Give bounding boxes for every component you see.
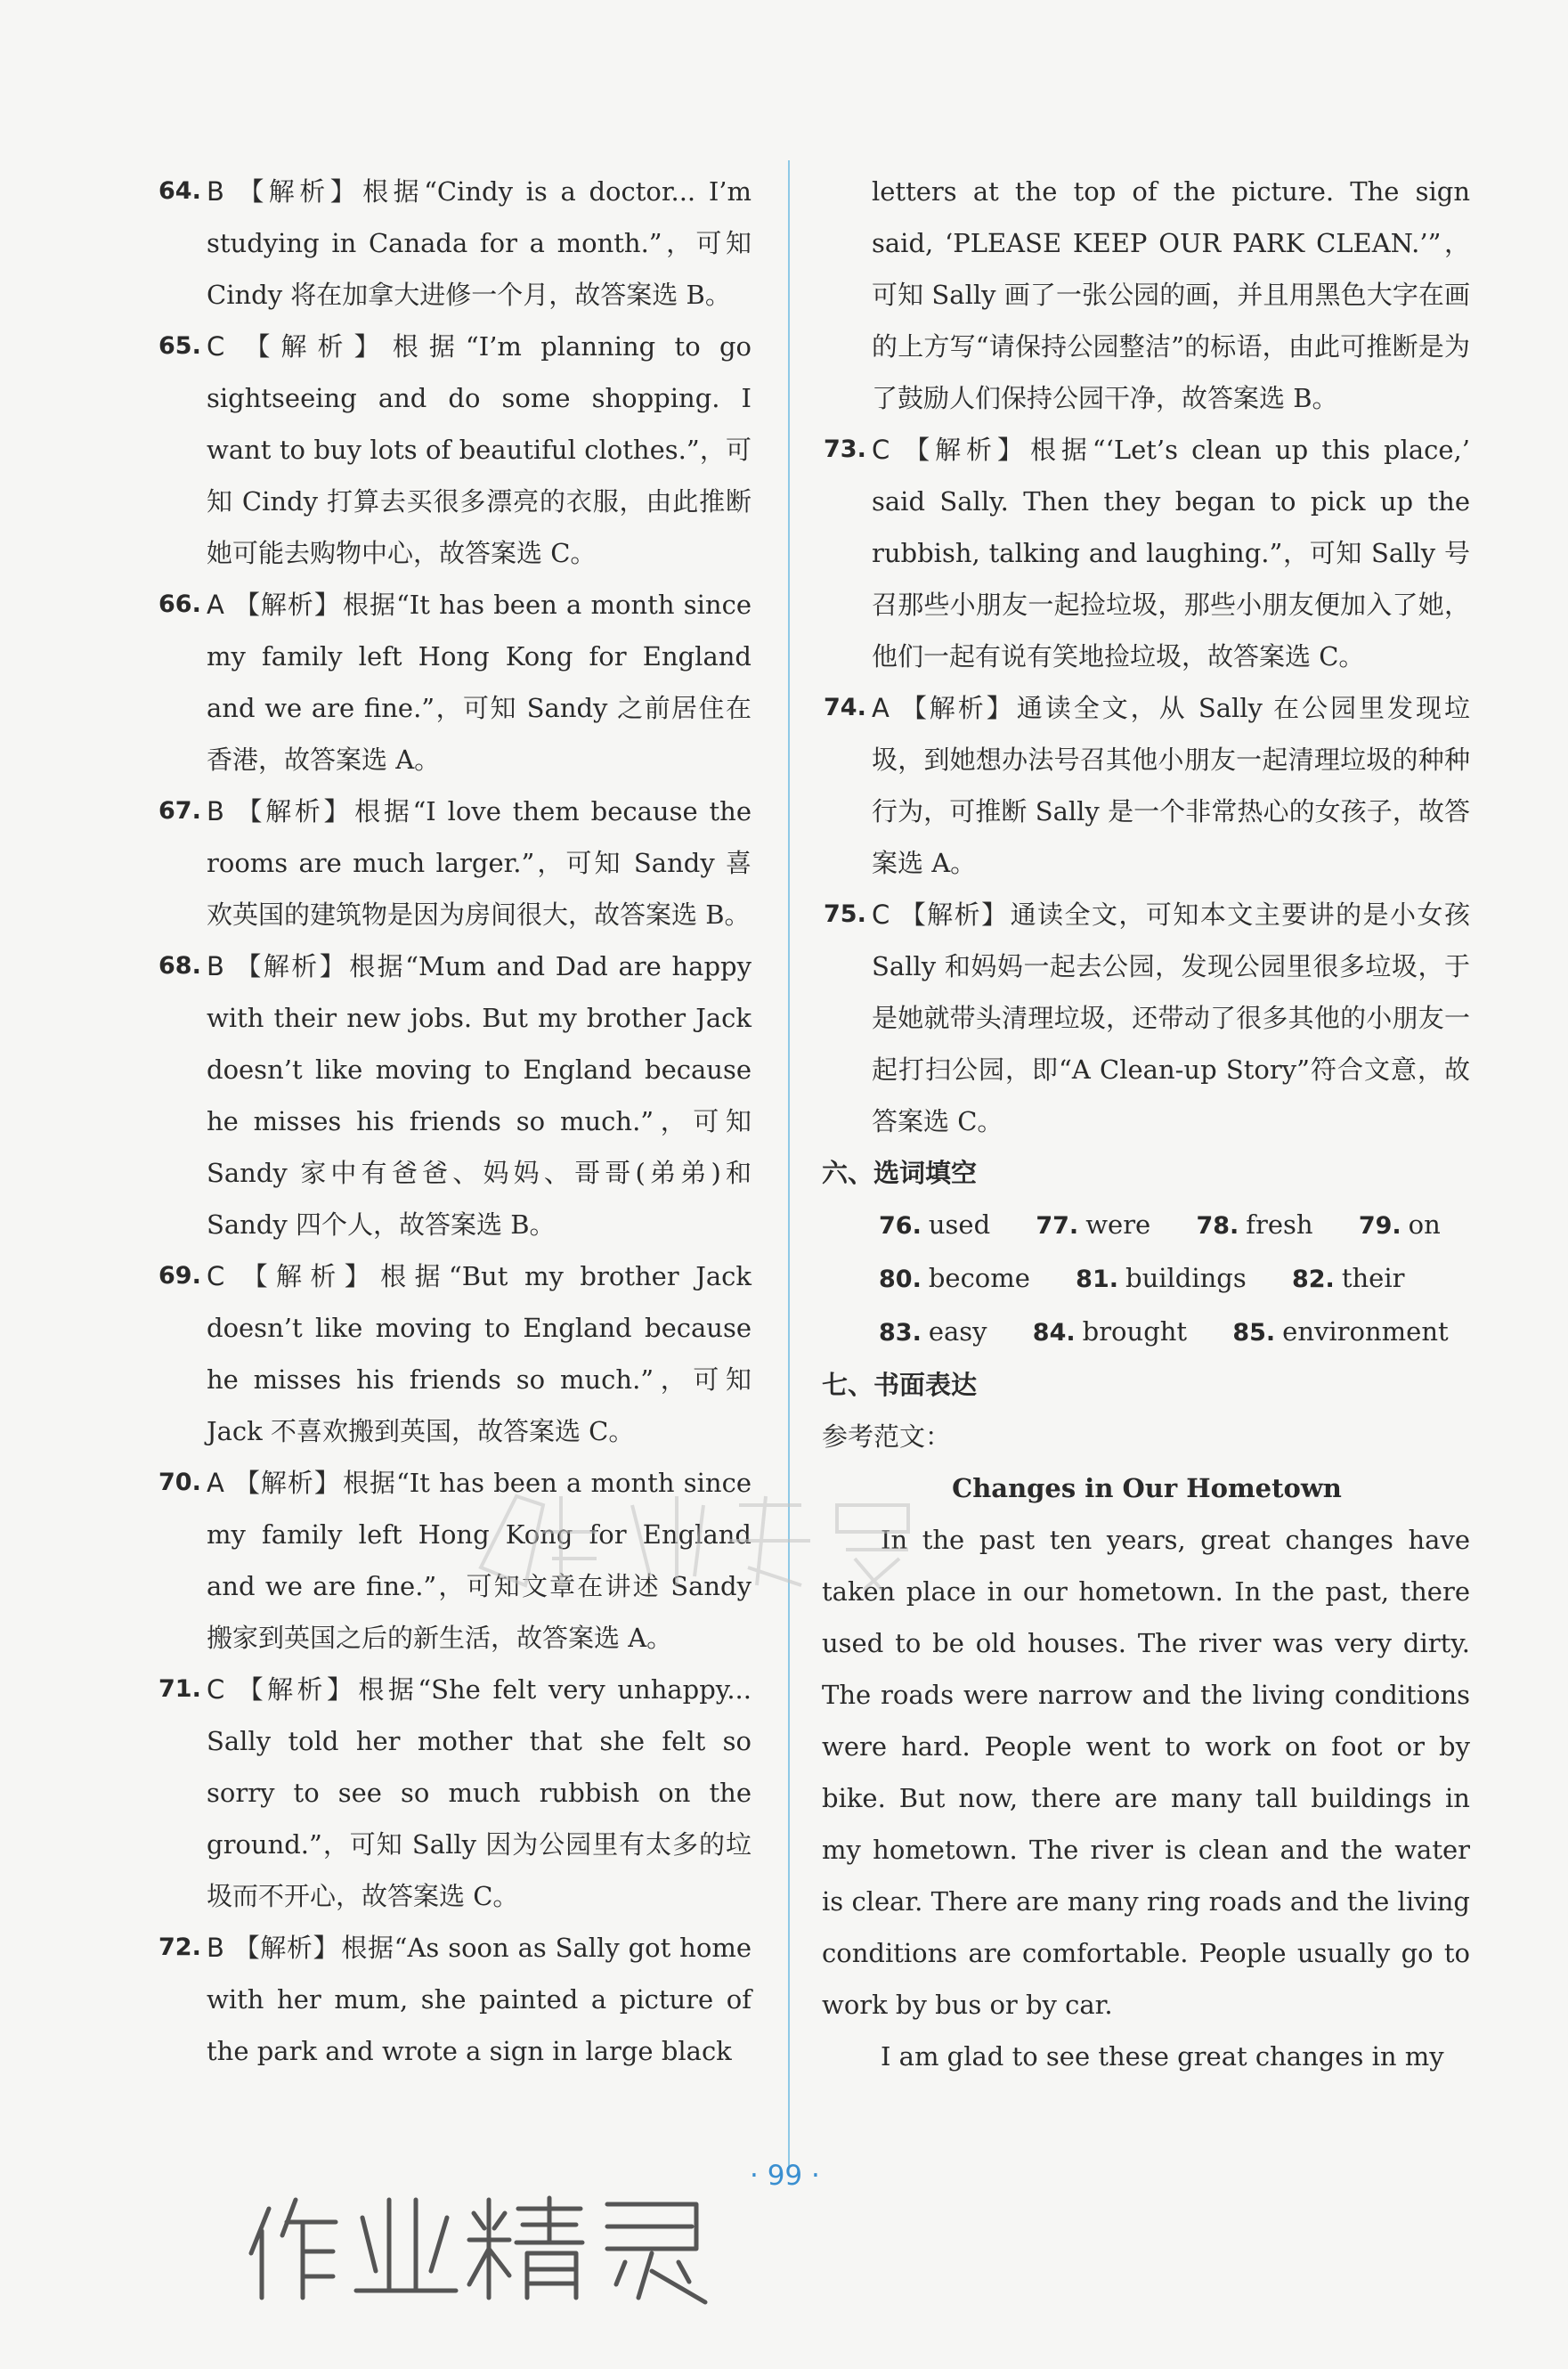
item-number: 70. [158,1469,201,1496]
answer-letter: C [207,331,225,362]
watermark-logo-faint [463,1469,944,1603]
analysis-tag: 【解析】 [898,693,1015,723]
vocab-word: were [1085,1209,1151,1240]
answer-item-64 [158,166,752,321]
answer-letter: A [872,693,890,723]
answer-item-72 [158,1922,752,2077]
vocab-number: 83. [879,1319,922,1347]
right-column [824,166,1470,2082]
vocab-number: 85. [1232,1319,1276,1347]
section-seven-title: 七、书面表达 [822,1370,978,1400]
vocab-row [824,1252,1470,1306]
answer-item-71 [158,1664,752,1922]
answer-letter: C [872,900,890,930]
page-number: · 99 · [750,2160,820,2192]
answer-letter: C [207,1261,225,1291]
vocab-number: 77. [1036,1212,1079,1240]
answer-letter: A [207,590,224,620]
watermark-logo [233,2173,732,2316]
item-number: 71. [158,1675,201,1703]
answer-item-69 [158,1250,752,1457]
answer-item-66 [158,579,752,786]
vocab-word: fresh [1246,1209,1313,1240]
explanation-text: 根据“I’m planning to go sightseeing and do some shopping. I want to buy lots of beautiful clothes.”，可知 Cindy 打算去买很多漂亮的衣服，由此推断她可能去购物中心，故答案选 C。 [207,331,752,568]
item-number: 74. [824,694,866,721]
analysis-tag: 【解析】 [232,590,341,620]
vocab-word: easy [928,1316,987,1347]
item-number: 67. [158,797,201,825]
item-number: 72. [158,1933,201,1961]
item-number: 64. [158,177,201,205]
analysis-tag: 【解析】 [233,1674,357,1705]
item-number: 68. [158,952,201,980]
vocab-number: 84. [1032,1319,1076,1347]
explanation-text: letters at the top of the picture. The sign said, ‘PLEASE KEEP OUR PARK CLEAN.’”，可知 Sally 画了一张公园的画，并且用黑色大字在画的上方写“请保持公园整洁”的标语，由此可推断是为了鼓励人们保持公园干净，故答案选 B。 [872,176,1470,413]
explanation-text: 根据“She felt very unhappy... Sally told her mother that she felt so sorry to see so much rubbish on the ground.”，可知 Sally 因为公园里有太多的垃圾而不开心，故答案选 C。 [207,1674,752,1911]
analysis-tag: 【解析】 [232,1933,340,1963]
vocab-word: their [1341,1263,1405,1293]
explanation-text: 根据“‘Let’s clean up this place,’ said Sally. Then they began to pick up the rubbish, talking and laughing.”，可知 Sally 号召那些小朋友一起捡垃圾，那些小朋友便加入了她，他们一起有说有笑地捡垃圾，故答案选 C。 [872,435,1470,672]
vocab-number: 82. [1291,1266,1335,1293]
vocab-number: 81. [1076,1266,1118,1293]
section-six-title: 六、选词填空 [822,1158,978,1188]
left-column [158,166,752,2077]
explanation-text: 根据“Cindy is a doctor... I’m studying in Canada for a month.”，可知 Cindy 将在加拿大进修一个月，故答案选 B。 [207,176,752,310]
vocab-row [824,1306,1470,1359]
vocab-number: 80. [879,1266,922,1293]
item-number: 73. [824,436,866,463]
answer-item-73 [824,424,1470,682]
answer-item-65 [158,321,752,579]
vocab-word: environment [1282,1316,1449,1347]
vocab-number: 78. [1196,1212,1239,1240]
vocab-word: brought [1082,1316,1188,1347]
answer-item-74 [824,682,1470,889]
analysis-tag: 【解析】 [898,435,1028,465]
column-divider [788,160,790,2169]
answer-item-68 [158,940,752,1250]
analysis-tag: 【解析】 [233,1261,379,1291]
item-number: 69. [158,1262,201,1290]
answer-letter: C [207,1674,225,1705]
answer-letter: B [207,176,224,207]
answer-letter: B [207,951,224,981]
explanation-text: 根据“I love them because the rooms are much larger.”，可知 Sandy 喜欢英国的建筑物是因为房间很大，故答案选 B。 [207,796,752,930]
explanation-text: 通读全文，从 Sally 在公园里发现垃圾，到她想办法号召其他小朋友一起清理垃圾的种种行为，可推断 Sally 是一个非常热心的女孩子，故答案选 A。 [872,693,1470,878]
explanation-text: 根据“Mum and Dad are happy with their new jobs. But my brother Jack doesn’t like moving to England because he misses his friends so much.”，可知 Sandy 家中有爸爸、妈妈、哥哥(弟弟)和 Sandy 四个人，故答案选 B。 [207,951,752,1240]
answer-letter: B [207,796,224,826]
vocab-word: used [928,1209,991,1240]
analysis-tag: 【解析】 [898,900,1009,930]
analysis-tag: 【解析】 [232,1468,341,1498]
analysis-tag: 【解析】 [232,176,362,207]
answer-letter: C [872,435,890,465]
explanation-text: 根据“It has been a month since my family left Hong Kong for England and we are fine.”，可知文章在讲述 Sandy 搬家到英国之后的新生活，故答案选 A。 [207,1468,752,1653]
vocab-row [824,1199,1470,1252]
vocab-word: on [1408,1209,1441,1240]
explanation-text: 通读全文，可知本文主要讲的是小女孩 Sally 和妈妈一起去公园，发现公园里很多垃圾，于是她就带头清理垃圾，还带动了很多其他的小朋友一起打扫公园，即“A Clean-up Story”符合文意，故答案选 C。 [872,900,1470,1136]
analysis-tag: 【解析】 [232,951,348,981]
essay-paragraph: I am glad to see these great changes in my [881,2041,1444,2072]
item-number: 66. [158,590,201,618]
answer-item-75 [824,889,1470,1147]
vocab-word: buildings [1125,1263,1247,1293]
analysis-tag: 【解析】 [232,796,353,826]
answer-letter: B [207,1933,224,1963]
answer-item-72-continued [824,166,1470,424]
explanation-text: 根据“But my brother Jack doesn’t like moving to England because he misses his friends so much.”，可知 Jack 不喜欢搬到英国，故答案选 C。 [207,1261,752,1446]
reference-label: 参考范文： [822,1421,952,1452]
vocab-number: 76. [879,1212,922,1240]
answer-item-67 [158,786,752,940]
explanation-text: 根据“As soon as Sally got home with her mum, she painted a picture of the park and wrote a sign in large black [207,1933,752,2066]
item-number: 75. [824,900,866,928]
essay-title: Changes in Our Hometown [952,1473,1342,1503]
item-number: 65. [158,332,201,360]
vocab-number: 79. [1358,1212,1401,1240]
answer-letter: A [207,1468,224,1498]
essay-paragraph: In the past ten years, great changes have taken place in our hometown. In the past, there used to be old houses. The river was very dirty. The roads were narrow and the living conditions were hard. People went to work on foot or by bike. But now, there are many tall buildings in my hometown. The river is clean and the water is clear. There are many ring roads and the living conditions are comfortable. People usually go to work by bus or by car. [822,1525,1470,2020]
vocab-word: become [928,1263,1030,1293]
analysis-tag: 【解析】 [233,331,391,362]
explanation-text: 根据“It has been a month since my family left Hong Kong for England and we are fine.”，可知 Sandy 之前居住在香港，故答案选 A。 [207,590,752,775]
